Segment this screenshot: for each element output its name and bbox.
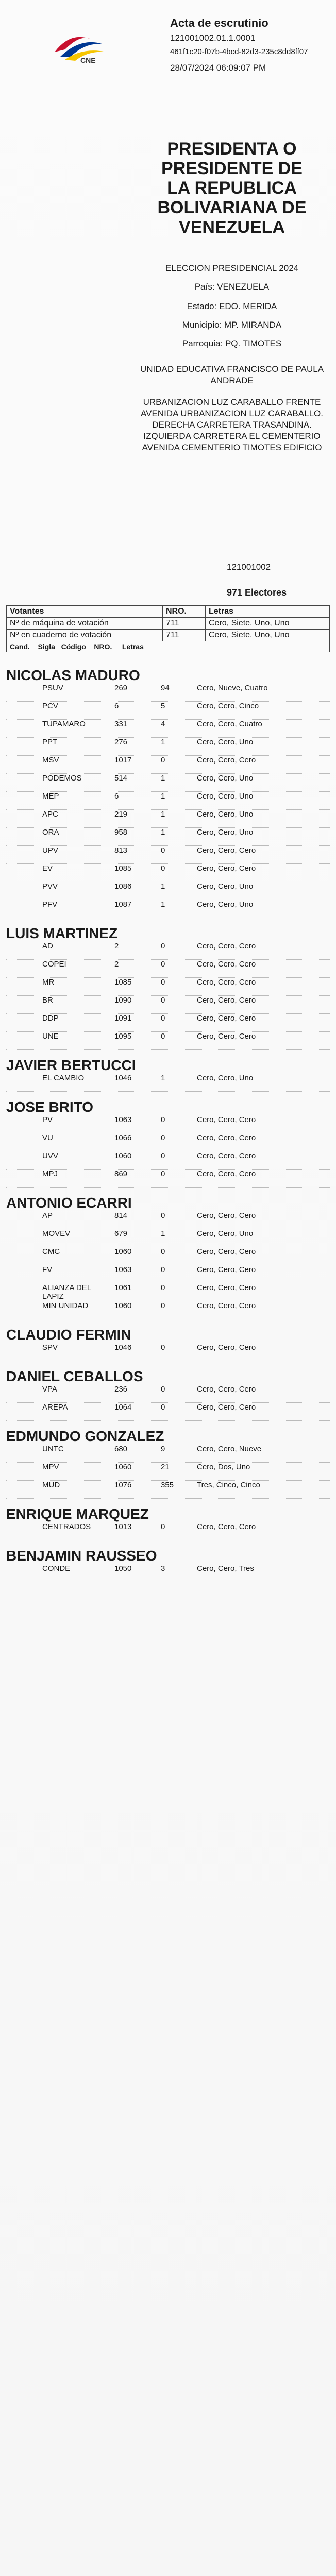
party-sigla: MUD (42, 1481, 60, 1489)
party-letters: Cero, Cero, Uno (197, 774, 254, 783)
party-votes: 0 (161, 1133, 165, 1142)
acta-title: Acta de escrutinio (170, 16, 268, 29)
party-letters: Cero, Cero, Cero (197, 1115, 256, 1124)
col-sigla: Sigla (38, 642, 55, 651)
party-votes: 0 (161, 1014, 165, 1023)
party-code: 236 (114, 1385, 128, 1394)
party-sigla: MEP (42, 792, 59, 801)
party-code: 6 (114, 702, 119, 710)
party-code: 813 (114, 846, 128, 855)
party-letters: Cero, Cero, Cero (197, 1385, 256, 1394)
party-sigla: CENTRADOS (42, 1522, 91, 1531)
party-row (6, 1301, 330, 1319)
cand-col-headers (7, 641, 330, 652)
party-row (6, 792, 330, 810)
party-row (6, 1074, 330, 1092)
party-letters: Cero, Cero, Cero (197, 1247, 256, 1256)
hash-id: 461f1c20-f07b-4bcd-82d3-235c8dd8ff07 (170, 47, 308, 56)
election-title: PRESIDENTA O PRESIDENTE DE LA REPUBLICA BOLIVARIANA DE VENEZUELA (157, 139, 307, 237)
party-votes: 0 (161, 756, 165, 765)
party-code: 1060 (114, 1301, 132, 1310)
party-sigla: PODEMOS (42, 774, 82, 783)
candidate-block (6, 1548, 330, 1582)
party-code: 1087 (114, 900, 132, 909)
party-letters: Cero, Cero, Cero (197, 1170, 256, 1178)
party-code: 1060 (114, 1463, 132, 1471)
party-code: 1017 (114, 756, 132, 765)
cell: 711 (163, 618, 206, 630)
candidate-name: CLAUDIO FERMIN (6, 1327, 131, 1343)
party-sigla: VU (42, 1133, 53, 1142)
party-votes: 0 (161, 996, 165, 1005)
party-sigla: DDP (42, 1014, 59, 1023)
party-sigla: VPA (42, 1385, 57, 1394)
party-row (6, 1463, 330, 1481)
party-code: 1046 (114, 1343, 132, 1352)
party-votes: 1 (161, 792, 165, 801)
party-code: 1085 (114, 864, 132, 873)
party-letters: Cero, Cero, Cero (197, 1343, 256, 1352)
party-letters: Cero, Cero, Cero (197, 1151, 256, 1160)
party-row (6, 942, 330, 960)
party-letters: Cero, Cero, Cero (197, 1522, 256, 1531)
candidate-block (6, 1099, 330, 1188)
party-row (6, 828, 330, 846)
party-votes: 0 (161, 846, 165, 855)
party-sigla: COPEI (42, 960, 66, 969)
party-votes: 0 (161, 1301, 165, 1310)
party-letters: Cero, Cero, Cero (197, 846, 256, 855)
cne-logo (49, 29, 110, 65)
candidate-block (6, 1327, 330, 1361)
col-votantes: Votantes (7, 606, 163, 618)
party-sigla: PPT (42, 738, 58, 747)
party-letters: Cero, Dos, Uno (197, 1463, 250, 1471)
party-row (6, 1564, 330, 1582)
party-letters: Cero, Cero, Cero (197, 1211, 256, 1220)
party-sigla: MIN UNIDAD (42, 1301, 89, 1310)
party-letters: Cero, Cero, Uno (197, 1229, 254, 1238)
party-row (6, 720, 330, 738)
party-votes: 1 (161, 810, 165, 819)
party-code: 1060 (114, 1247, 132, 1256)
party-code: 1046 (114, 1074, 132, 1082)
col-nro: NRO. (163, 606, 206, 618)
party-sigla: MSV (42, 756, 59, 765)
party-row (6, 1481, 330, 1499)
party-code: 1064 (114, 1403, 132, 1412)
candidate-name: EDMUNDO GONZALEZ (6, 1428, 164, 1444)
party-row (6, 996, 330, 1014)
party-letters: Cero, Cero, Cero (197, 1403, 256, 1412)
party-row (6, 810, 330, 828)
candidate-block (6, 1057, 330, 1092)
party-votes: 9 (161, 1445, 165, 1453)
party-letters: Cero, Cero, Cero (197, 1265, 256, 1274)
centro-name: UNIDAD EDUCATIVA FRANCISCO DE PAULA ANDRADE (140, 364, 324, 385)
party-sigla: AREPA (42, 1403, 68, 1412)
party-row (6, 1170, 330, 1188)
party-code: 269 (114, 684, 128, 692)
candidates-list (6, 667, 330, 1589)
party-code: 514 (114, 774, 128, 783)
candidate-block (6, 1506, 330, 1540)
party-letters: Cero, Cero, Nueve (197, 1445, 262, 1453)
party-code: 2 (114, 942, 119, 951)
table-row (7, 630, 330, 641)
party-votes: 1 (161, 828, 165, 837)
party-code: 958 (114, 828, 128, 837)
party-sigla: PSUV (42, 684, 63, 692)
party-sigla: CONDE (42, 1564, 71, 1573)
party-letters: Cero, Cero, Cero (197, 1301, 256, 1310)
col-nro2: NRO. (94, 642, 112, 651)
candidate-name: ANTONIO ECARRI (6, 1195, 132, 1211)
col-letras2: Letras (122, 642, 144, 651)
col-codigo: Código (61, 642, 86, 651)
party-letters: Cero, Cero, Cero (197, 942, 256, 951)
candidate-block (6, 667, 330, 918)
party-votes: 0 (161, 1115, 165, 1124)
party-votes: 0 (161, 864, 165, 873)
party-sigla: EV (42, 864, 53, 873)
party-sigla: TUPAMARO (42, 720, 86, 728)
party-votes: 0 (161, 1343, 165, 1352)
party-code: 276 (114, 738, 128, 747)
party-sigla: UPV (42, 846, 58, 855)
party-sigla: MPV (42, 1463, 59, 1471)
party-code: 2 (114, 960, 119, 969)
party-row (6, 1211, 330, 1229)
party-code: 219 (114, 810, 128, 819)
party-sigla: ORA (42, 828, 59, 837)
party-code: 1086 (114, 882, 132, 891)
candidate-name: DANIEL CEBALLOS (6, 1368, 143, 1384)
party-letters: Cero, Cero, Cero (197, 978, 256, 987)
party-code: 1063 (114, 1115, 132, 1124)
candidate-name: JAVIER BERTUCCI (6, 1057, 136, 1073)
party-sigla: ALIANZA DEL LAPIZ (42, 1283, 91, 1301)
party-row (6, 702, 330, 720)
estado: Estado: EDO. MERIDA (187, 301, 277, 311)
party-sigla: AD (42, 942, 53, 951)
party-votes: 0 (161, 1403, 165, 1412)
party-row (6, 960, 330, 978)
party-votes: 1 (161, 900, 165, 909)
party-row (6, 978, 330, 996)
party-code: 1091 (114, 1014, 132, 1023)
party-row (6, 738, 330, 756)
cell: Cero, Siete, Uno, Uno (206, 630, 330, 641)
party-votes: 0 (161, 1170, 165, 1178)
party-votes: 0 (161, 1247, 165, 1256)
party-code: 1060 (114, 1151, 132, 1160)
electores-count: 971 Electores (227, 587, 287, 598)
candidate-name: ENRIQUE MARQUEZ (6, 1506, 149, 1522)
party-sigla: UNE (42, 1032, 59, 1041)
party-letters: Cero, Cero, Cero (197, 756, 256, 765)
party-sigla: PFV (42, 900, 58, 909)
party-sigla: MPJ (42, 1170, 58, 1178)
party-letters: Cero, Cero, Uno (197, 1074, 254, 1082)
party-code: 1061 (114, 1283, 132, 1292)
party-sigla: CMC (42, 1247, 60, 1256)
cell: Nº de máquina de votación (7, 618, 163, 630)
party-code: 1090 (114, 996, 132, 1005)
party-sigla: PCV (42, 702, 58, 710)
party-sigla: FV (42, 1265, 53, 1274)
party-row (6, 1032, 330, 1050)
party-row (6, 1403, 330, 1421)
party-votes: 94 (161, 684, 170, 692)
party-letters: Cero, Cero, Uno (197, 810, 254, 819)
election-name: ELECCION PRESIDENCIAL 2024 (165, 263, 299, 273)
party-letters: Cero, Cero, Cero (197, 1014, 256, 1023)
party-code: 331 (114, 720, 128, 728)
party-sigla: UNTC (42, 1445, 64, 1453)
party-votes: 4 (161, 720, 165, 728)
candidate-name: LUIS MARTINEZ (6, 925, 118, 941)
party-sigla: UVV (42, 1151, 58, 1160)
party-sigla: MR (42, 978, 55, 987)
party-row (6, 1385, 330, 1403)
party-code: 1050 (114, 1564, 132, 1573)
party-votes: 0 (161, 942, 165, 951)
party-votes: 0 (161, 1283, 165, 1292)
party-letters: Cero, Nueve, Cuatro (197, 684, 268, 692)
party-code: 1076 (114, 1481, 132, 1489)
party-row (6, 684, 330, 702)
party-votes: 1 (161, 774, 165, 783)
table-row (7, 618, 330, 630)
party-sigla: MOVEV (42, 1229, 71, 1238)
svg-text:CNE: CNE (80, 56, 96, 64)
party-sigla: BR (42, 996, 53, 1005)
centro-address: URBANIZACION LUZ CARABALLO FRENTE AVENIDA URBANIZACION LUZ CARABALLO. DERECHA CARRETERA TRASANDINA. IZQUIERDA CARRETERA EL CEMENTERIO AVENIDA CEMENTERIO TIMOTES EDIFICIO (141, 397, 323, 452)
party-letters: Cero, Cero, Uno (197, 738, 254, 747)
party-row (6, 882, 330, 900)
party-letters: Tres, Cinco, Cinco (197, 1481, 260, 1489)
party-votes: 1 (161, 882, 165, 891)
party-letters: Cero, Cero, Cero (197, 1133, 256, 1142)
party-letters: Cero, Cero, Uno (197, 882, 254, 891)
parroquia: Parroquia: PQ. TIMOTES (182, 338, 282, 348)
party-letters: Cero, Cero, Cinco (197, 702, 259, 710)
party-row (6, 756, 330, 774)
party-letters: Cero, Cero, Cero (197, 1283, 256, 1292)
cell: 711 (163, 630, 206, 641)
party-votes: 5 (161, 702, 165, 710)
party-votes: 0 (161, 1265, 165, 1274)
party-row (6, 900, 330, 918)
candidate-block (6, 1368, 330, 1421)
party-code: 814 (114, 1211, 128, 1220)
party-votes: 1 (161, 1229, 165, 1238)
party-votes: 0 (161, 1522, 165, 1531)
party-code: 680 (114, 1445, 128, 1453)
party-letters: Cero, Cero, Cero (197, 864, 256, 873)
party-letters: Cero, Cero, Uno (197, 792, 254, 801)
col-letras: Letras (206, 606, 330, 618)
candidate-name: NICOLAS MADURO (6, 667, 140, 683)
candidate-block (6, 925, 330, 1050)
party-row (6, 1445, 330, 1463)
cell: Nº en cuaderno de votación (7, 630, 163, 641)
party-row (6, 1014, 330, 1032)
party-code: 1085 (114, 978, 132, 987)
party-row (6, 1283, 330, 1301)
party-sigla: APC (42, 810, 58, 819)
party-code: 679 (114, 1229, 128, 1238)
party-sigla: AP (42, 1211, 53, 1220)
party-sigla: EL CAMBIO (42, 1074, 85, 1082)
party-code: 1063 (114, 1265, 132, 1274)
party-row (6, 774, 330, 792)
party-letters: Cero, Cero, Tres (197, 1564, 254, 1573)
party-letters: Cero, Cero, Cero (197, 996, 256, 1005)
candidate-name: JOSE BRITO (6, 1099, 94, 1115)
party-code: 1013 (114, 1522, 132, 1531)
party-votes: 0 (161, 1151, 165, 1160)
candidate-name: BENJAMIN RAUSSEO (6, 1548, 157, 1564)
party-letters: Cero, Cero, Cuatro (197, 720, 262, 728)
party-row (6, 1522, 330, 1540)
col-cand: Cand. (10, 642, 30, 651)
party-sigla: PVV (42, 882, 58, 891)
party-row (6, 1151, 330, 1170)
votantes-table (6, 605, 330, 652)
party-row (6, 1229, 330, 1247)
acta-code: 121001002.01.1.0001 (170, 33, 256, 43)
party-votes: 355 (161, 1481, 174, 1489)
party-code: 6 (114, 792, 119, 801)
party-code: 869 (114, 1170, 128, 1178)
party-votes: 0 (161, 1211, 165, 1220)
party-row (6, 1343, 330, 1361)
municipio: Municipio: MP. MIRANDA (182, 320, 282, 330)
party-row (6, 1115, 330, 1133)
party-row (6, 1247, 330, 1265)
party-votes: 0 (161, 1032, 165, 1041)
party-code: 1095 (114, 1032, 132, 1041)
party-code: 1066 (114, 1133, 132, 1142)
party-sigla: SPV (42, 1343, 58, 1352)
cell: Cero, Siete, Uno, Uno (206, 618, 330, 630)
candidate-block (6, 1195, 330, 1319)
party-votes: 0 (161, 978, 165, 987)
party-letters: Cero, Cero, Cero (197, 1032, 256, 1041)
pais: País: VENEZUELA (194, 282, 270, 292)
party-row (6, 1265, 330, 1283)
centro-code: 121001002 (227, 562, 271, 572)
datetime: 28/07/2024 06:09:07 PM (170, 63, 266, 73)
party-votes: 3 (161, 1564, 165, 1573)
party-row (6, 846, 330, 864)
party-row (6, 1133, 330, 1151)
party-sigla: PV (42, 1115, 53, 1124)
party-row (6, 864, 330, 882)
party-votes: 1 (161, 1074, 165, 1082)
party-letters: Cero, Cero, Uno (197, 828, 254, 837)
party-votes: 1 (161, 738, 165, 747)
candidate-block (6, 1428, 330, 1499)
party-letters: Cero, Cero, Cero (197, 960, 256, 969)
party-votes: 0 (161, 1385, 165, 1394)
party-votes: 0 (161, 960, 165, 969)
table-header (7, 606, 330, 618)
party-votes: 21 (161, 1463, 170, 1471)
party-letters: Cero, Cero, Uno (197, 900, 254, 909)
